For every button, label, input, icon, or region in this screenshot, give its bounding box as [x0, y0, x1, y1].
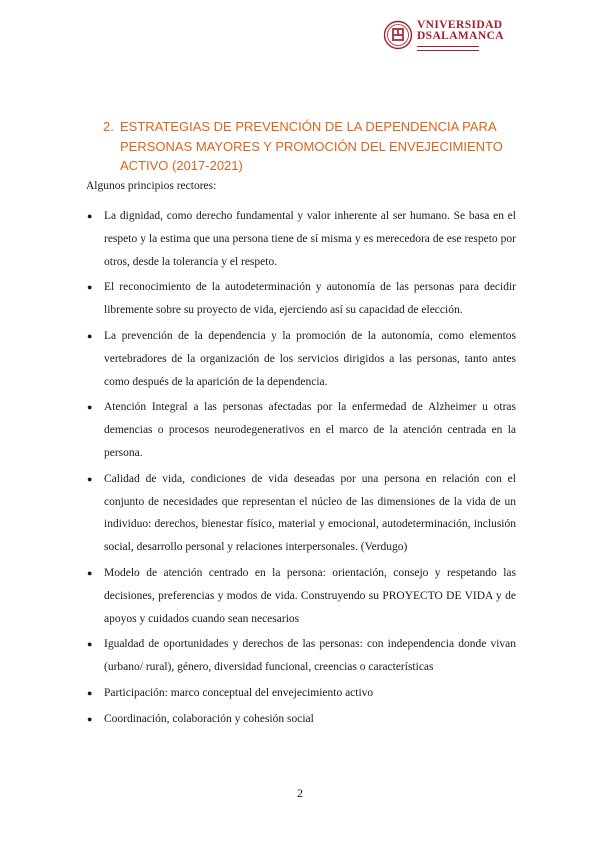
list-item-text: El reconocimiento de la autodeterminación y autonomía de las personas para decidir libremente sobre su proyecto de vida, ejerciendo así su capacidad de elección.: [104, 281, 516, 317]
list-item: [86, 276, 516, 322]
list-item: [86, 562, 516, 630]
section-number: 2.: [103, 119, 114, 134]
principles-list: [86, 205, 516, 734]
list-item: [86, 396, 516, 464]
bullet-icon: ●: [87, 282, 93, 293]
list-item: [86, 205, 516, 273]
list-item-text: La prevención de la dependencia y la promoción de la autonomía, como elementos vertebradores de la organización de los servicios dirigidos a las personas, tanto antes como después de la aparición de la dependencia.: [104, 329, 516, 388]
list-item-text: Participación: marco conceptual del envejecimiento activo: [104, 686, 374, 699]
bullet-icon: ●: [87, 330, 93, 341]
list-item: [86, 468, 516, 559]
logo-line-1: VNIVERSIDAD: [416, 18, 503, 31]
list-item: [86, 682, 516, 705]
bullet-icon: ●: [87, 687, 93, 698]
intro-text: Algunos principios rectores:: [86, 180, 217, 192]
logo-line-2: DSALAMANCA: [416, 30, 504, 42]
list-item: [86, 325, 516, 393]
logo-wordmark: [417, 20, 504, 51]
list-item-text: Modelo de atención centrado en la persona: orientación, consejo y respetando las decisiones, preferencias y modos de vida. Construyendo su PROYECTO DE VIDA y de apoyos y cuidados cuando sean necesarios: [104, 566, 516, 625]
bullet-icon: ●: [87, 402, 93, 413]
bullet-icon: ●: [87, 639, 93, 650]
list-item-text: Calidad de vida, condiciones de vida deseadas por una persona en relación con el conjunto de necesidades que representan el núcleo de las dimensiones de la vida de un individuo: derechos, bienestar físico, material y emocional, autodeterminación, inclusión social, desarrollo personal y relaciones interpersonales. (Verdugo): [104, 472, 516, 554]
list-item-text: Atención Integral a las personas afectadas por la enfermedad de Alzheimer u otras demencias o procesos neurodegenerativos en el marco de la atención centrada en la persona.: [104, 401, 516, 459]
page-number: 2: [297, 786, 303, 800]
bullet-icon: ●: [87, 211, 93, 221]
list-item: [86, 708, 516, 731]
bullet-icon: ●: [87, 473, 93, 484]
logo-underline: [417, 46, 479, 51]
section-heading: [103, 117, 523, 176]
list-item-text: La dignidad, como derecho fundamental y valor inherente al ser humano. Se basa en el respeto y la estima que una persona tiene de sí misma y es merecedora de ese respeto por otros, desde la tolerancia y el respeto.: [104, 210, 516, 268]
university-logo: [383, 18, 504, 52]
university-seal-icon: [383, 19, 413, 51]
bullet-icon: ●: [87, 713, 93, 724]
list-item-text: Coordinación, colaboración y cohesión social: [104, 712, 314, 725]
bullet-icon: ●: [87, 567, 93, 578]
list-item: [86, 633, 516, 679]
list-item-text: Igualdad de oportunidades y derechos de las personas: con independencia donde vivan (urbano/ rural), género, diversidad funcional, creencias o características: [104, 638, 516, 674]
section-title: ESTRATEGIAS DE PREVENCIÓN DE LA DEPENDENCIA PARA PERSONAS MAYORES Y PROMOCIÓN DEL ENVEJECIMIENTO ACTIVO (2017-2021): [120, 119, 503, 173]
